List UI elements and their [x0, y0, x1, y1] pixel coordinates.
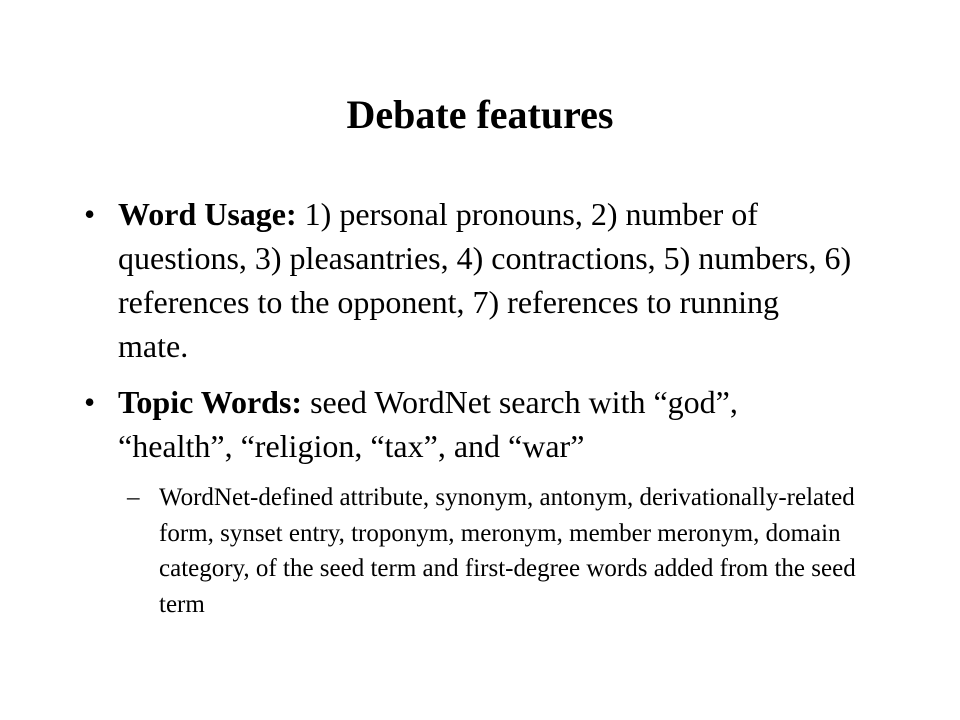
sub-bullet-text: WordNet-defined attribute, synonym, antonym, derivationally-related form, synset entry, troponym, meronym, member meronym, domain category, of the seed term and first-degree words added from the seed term [159, 484, 856, 618]
bullet-lead: Topic Words: [118, 384, 303, 420]
bullet-marker: • [84, 196, 96, 232]
bullet-marker: • [84, 384, 96, 420]
bullet-list [0, 192, 960, 622]
bullet-lead: Word Usage: [118, 196, 297, 232]
bullet-text: 1) personal pronouns, 2) number of questions, 3) pleasantries, 4) contractions, 5) numbers, 6) references to the opponent, 7) references to running mate. [118, 196, 852, 364]
sub-bullet-marker: – [127, 484, 140, 511]
bullet-word-usage [0, 192, 853, 368]
bullet-topic-words [0, 380, 853, 468]
slide-title: Debate features [346, 92, 614, 137]
sub-bullet-wordnet [0, 480, 859, 622]
bullet-text: seed WordNet search with “god”, “health”, “religion, “tax”, and “war” [118, 384, 738, 464]
